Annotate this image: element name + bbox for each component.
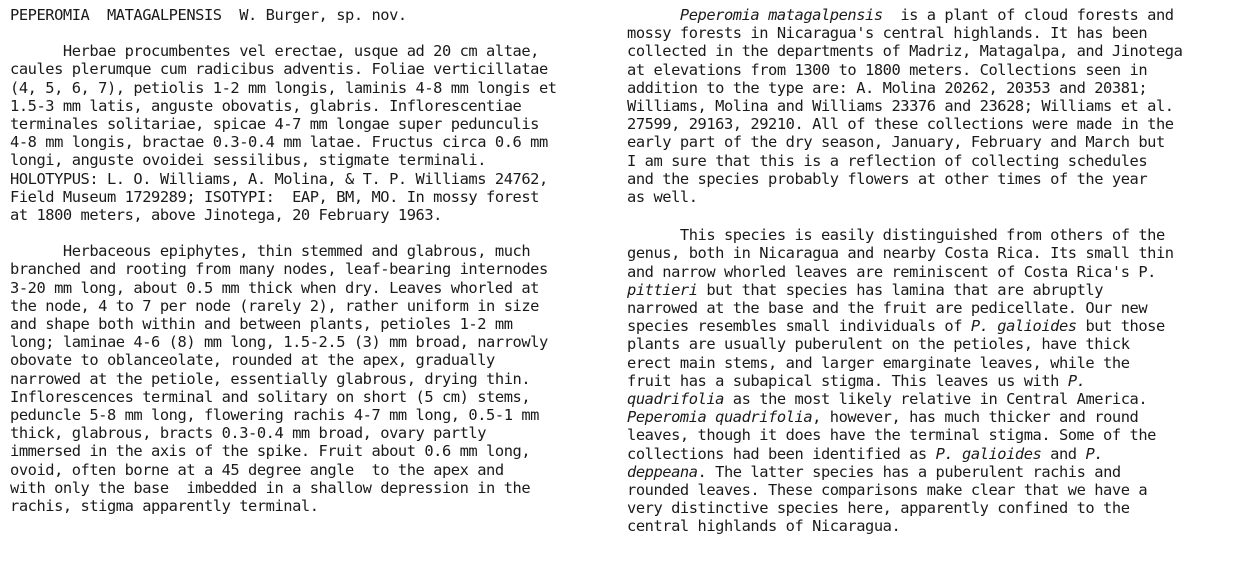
species-name-italic: P. galioides <box>935 444 1042 463</box>
paragraph-line: leaves, though it does have the terminal stigma. Some of the <box>627 426 1156 445</box>
description-line: immersed in the axis of the spike. Fruit about 0.6 mm long, <box>10 442 531 461</box>
description-line: thick, glabrous, bracts 0.3-0.4 mm broad, ovary partly <box>10 424 487 443</box>
description-line: Herbaceous epiphytes, thin stemmed and glabrous, much <box>10 242 531 261</box>
paragraph-line: quadrifolia as the most likely relative in Central America. <box>627 390 1148 409</box>
species-name-italic: deppeana <box>627 462 698 481</box>
paragraph-line: genus, both in Nicaragua and nearby Costa Rica. Its small thin <box>627 244 1174 263</box>
description-line: rachis, stigma apparently terminal. <box>10 497 319 516</box>
species-heading: PEPEROMIA MATAGALPENSIS W. Burger, sp. nov. <box>10 6 407 24</box>
species-name-italic: pittieri <box>627 280 698 299</box>
paragraph-line: I am sure that this is a reflection of collecting schedules <box>627 151 1148 170</box>
paragraph-line: mossy forests in Nicaragua's central highlands. It has been <box>627 24 1148 43</box>
description-line: 3-20 mm long, about 0.5 mm thick when dry. Leaves whorled at <box>10 278 539 297</box>
paragraph-line: Peperomia quadrifolia, however, has much thicker and round <box>627 408 1139 427</box>
latin-line: HOLOTYPUS: L. O. Williams, A. Molina, & T. P. Williams 24762, <box>10 169 548 188</box>
paragraph-line: addition to the type are: A. Molina 20262, 20353 and 20381; <box>627 78 1148 97</box>
paragraph-line: very distinctive species here, apparently confined to the <box>627 499 1130 518</box>
paragraph-line: This species is easily distinguished from others of the <box>627 226 1165 245</box>
paragraph-line: Peperomia matagalpensis is a plant of cloud forests and <box>679 6 1174 24</box>
description-line: the node, 4 to 7 per node (rarely 2), rather uniform in size <box>10 296 539 315</box>
paragraph-line: pittieri but that species has lamina that are abruptly <box>627 280 1104 299</box>
paragraph-line: erect main stems, and larger emarginate leaves, while the <box>627 353 1130 372</box>
paragraph-line: and narrow whorled leaves are reminiscent of Costa Rica's P. <box>627 262 1156 281</box>
paragraph-line: Williams, Molina and Williams 23376 and 23628; Williams et al. <box>627 97 1174 116</box>
latin-line: at 1800 meters, above Jinotega, 20 February 1963. <box>10 206 442 225</box>
english-description <box>10 242 608 515</box>
description-line: peduncle 5-8 mm long, flowering rachis 4-7 mm long, 0.5-1 mm <box>10 406 539 425</box>
description-line: long; laminae 4-6 (8) mm long, 1.5-2.5 (3) mm broad, narrowly <box>10 333 548 352</box>
paragraph-line: fruit has a subapical stigma. This leaves us with P. <box>627 371 1086 390</box>
description-line: ovoid, often borne at a 45 degree angle to the apex and <box>10 460 504 479</box>
species-name-italic: quadrifolia <box>627 390 724 409</box>
paragraph-line: plants are usually puberulent on the petioles, have thick <box>627 335 1130 354</box>
latin-diagnosis <box>10 42 608 224</box>
latin-line: Herbae procumbentes vel erectae, usque ad 20 cm altae, <box>10 42 539 61</box>
left-column <box>10 6 608 515</box>
paragraph-line: at elevations from 1300 to 1800 meters. Collections seen in <box>627 60 1148 79</box>
paragraph-line: deppeana. The latter species has a puberulent rachis and <box>627 462 1121 481</box>
paragraph-line: narrowed at the base and the fruit are pedicellate. Our new <box>627 299 1148 318</box>
species-name-italic: P. galioides <box>970 317 1077 336</box>
paragraph-line: rounded leaves. These comparisons make clear that we have a <box>627 481 1148 500</box>
description-line: and shape both within and between plants, petioles 1-2 mm <box>10 315 513 334</box>
description-line: with only the base imbedded in a shallow depression in the <box>10 478 531 497</box>
paragraph-line: and the species probably flowers at other times of the year <box>627 169 1148 188</box>
description-line: narrowed at the petiole, essentially glabrous, drying thin. <box>10 369 531 388</box>
description-line: Inflorescences terminal and solitary on short (5 cm) stems, <box>10 387 531 406</box>
latin-line: Field Museum 1729289; ISOTYPI: EAP, BM, MO. In mossy forest <box>10 187 539 206</box>
paragraph-line: central highlands of Nicaragua. <box>627 517 901 536</box>
species-name-italic: Peperomia quadrifolia <box>627 408 813 427</box>
description-line: branched and rooting from many nodes, leaf-bearing internodes <box>10 260 548 279</box>
paragraph-line: collections had been identified as P. galioides and P. <box>627 444 1104 463</box>
paragraph-line: 27599, 29163, 29210. All of these collections were made in the <box>627 115 1174 134</box>
latin-line: terminales solitariae, spicae 4-7 mm longae super pedunculis <box>10 115 539 134</box>
paragraph-line: as well. <box>627 188 698 207</box>
species-name-italic: P. <box>1085 444 1104 463</box>
latin-line: (4, 5, 6, 7), petiolis 1-2 mm longis, laminis 4-8 mm longis et <box>10 78 557 97</box>
description-line: obovate to oblanceolate, rounded at the apex, gradually <box>10 351 495 370</box>
species-name-italic: P. <box>1067 371 1086 390</box>
comparison-paragraph <box>627 226 1237 535</box>
paragraph-line: collected in the departments of Madriz, Matagalpa, and Jinotega <box>627 42 1183 61</box>
distribution-paragraph <box>627 6 1237 206</box>
latin-line: longi, anguste ovoidei sessilibus, stigmate terminali. <box>10 151 487 170</box>
latin-line: caules plerumque cum radicibus adventis. Foliae verticillatae <box>10 60 548 79</box>
latin-line: 1.5-3 mm latis, anguste obovatis, glabris. Inflorescentiae <box>10 96 522 115</box>
paragraph-line: species resembles small individuals of P. galioides but those <box>627 317 1165 336</box>
latin-line: 4-8 mm longis, bractae 0.3-0.4 mm latae. Fructus circa 0.6 mm <box>10 133 548 152</box>
species-name-italic: Peperomia matagalpensis <box>679 6 883 24</box>
right-column <box>627 6 1237 536</box>
paragraph-line: early part of the dry season, January, February and March but <box>627 133 1165 152</box>
